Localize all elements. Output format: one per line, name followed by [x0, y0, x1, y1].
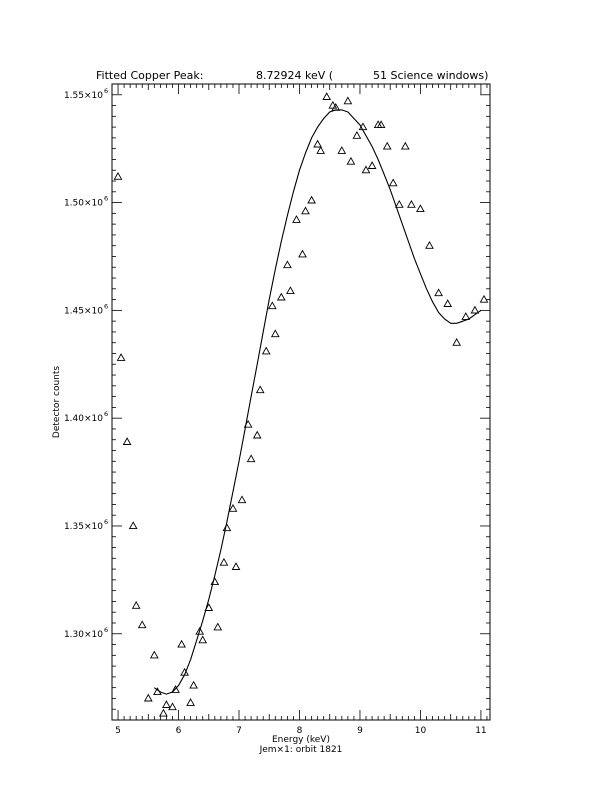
y-tick-label: 1.50×10	[63, 198, 103, 209]
x-tick-label: 5	[115, 726, 121, 736]
x-tick-label: 11	[475, 726, 487, 736]
x-tick-label: 6	[175, 726, 182, 736]
y-tick-exponent: 6	[104, 517, 109, 526]
x-tick-label: 10	[414, 726, 427, 736]
x-tick-label: 9	[357, 726, 363, 736]
y-tick-exponent: 6	[104, 86, 109, 95]
chart-title-value: 8.72924 keV (	[256, 69, 334, 82]
y-tick-label: 1.45×10	[63, 306, 103, 317]
y-tick-exponent: 6	[104, 625, 109, 634]
x-tick-label: 8	[296, 726, 303, 736]
y-tick-exponent: 6	[104, 194, 109, 203]
y-tick-label: 1.55×10	[63, 90, 103, 101]
x-axis-label: Energy (keV)	[272, 735, 330, 745]
y-tick-label: 1.30×10	[63, 629, 103, 640]
footer-label: Jem×1: orbit 1821	[259, 745, 343, 755]
chart-title-prefix: Fitted Copper Peak:	[96, 69, 204, 82]
y-tick-exponent: 6	[104, 410, 109, 419]
y-tick-label: 1.35×10	[63, 521, 103, 532]
y-tick-exponent: 6	[104, 302, 109, 311]
y-axis-label: Detector counts	[52, 365, 62, 439]
x-tick-label: 7	[236, 726, 242, 736]
y-tick-label: 1.40×10	[63, 414, 103, 425]
chart-title-suffix: 51 Science windows)	[373, 69, 489, 82]
